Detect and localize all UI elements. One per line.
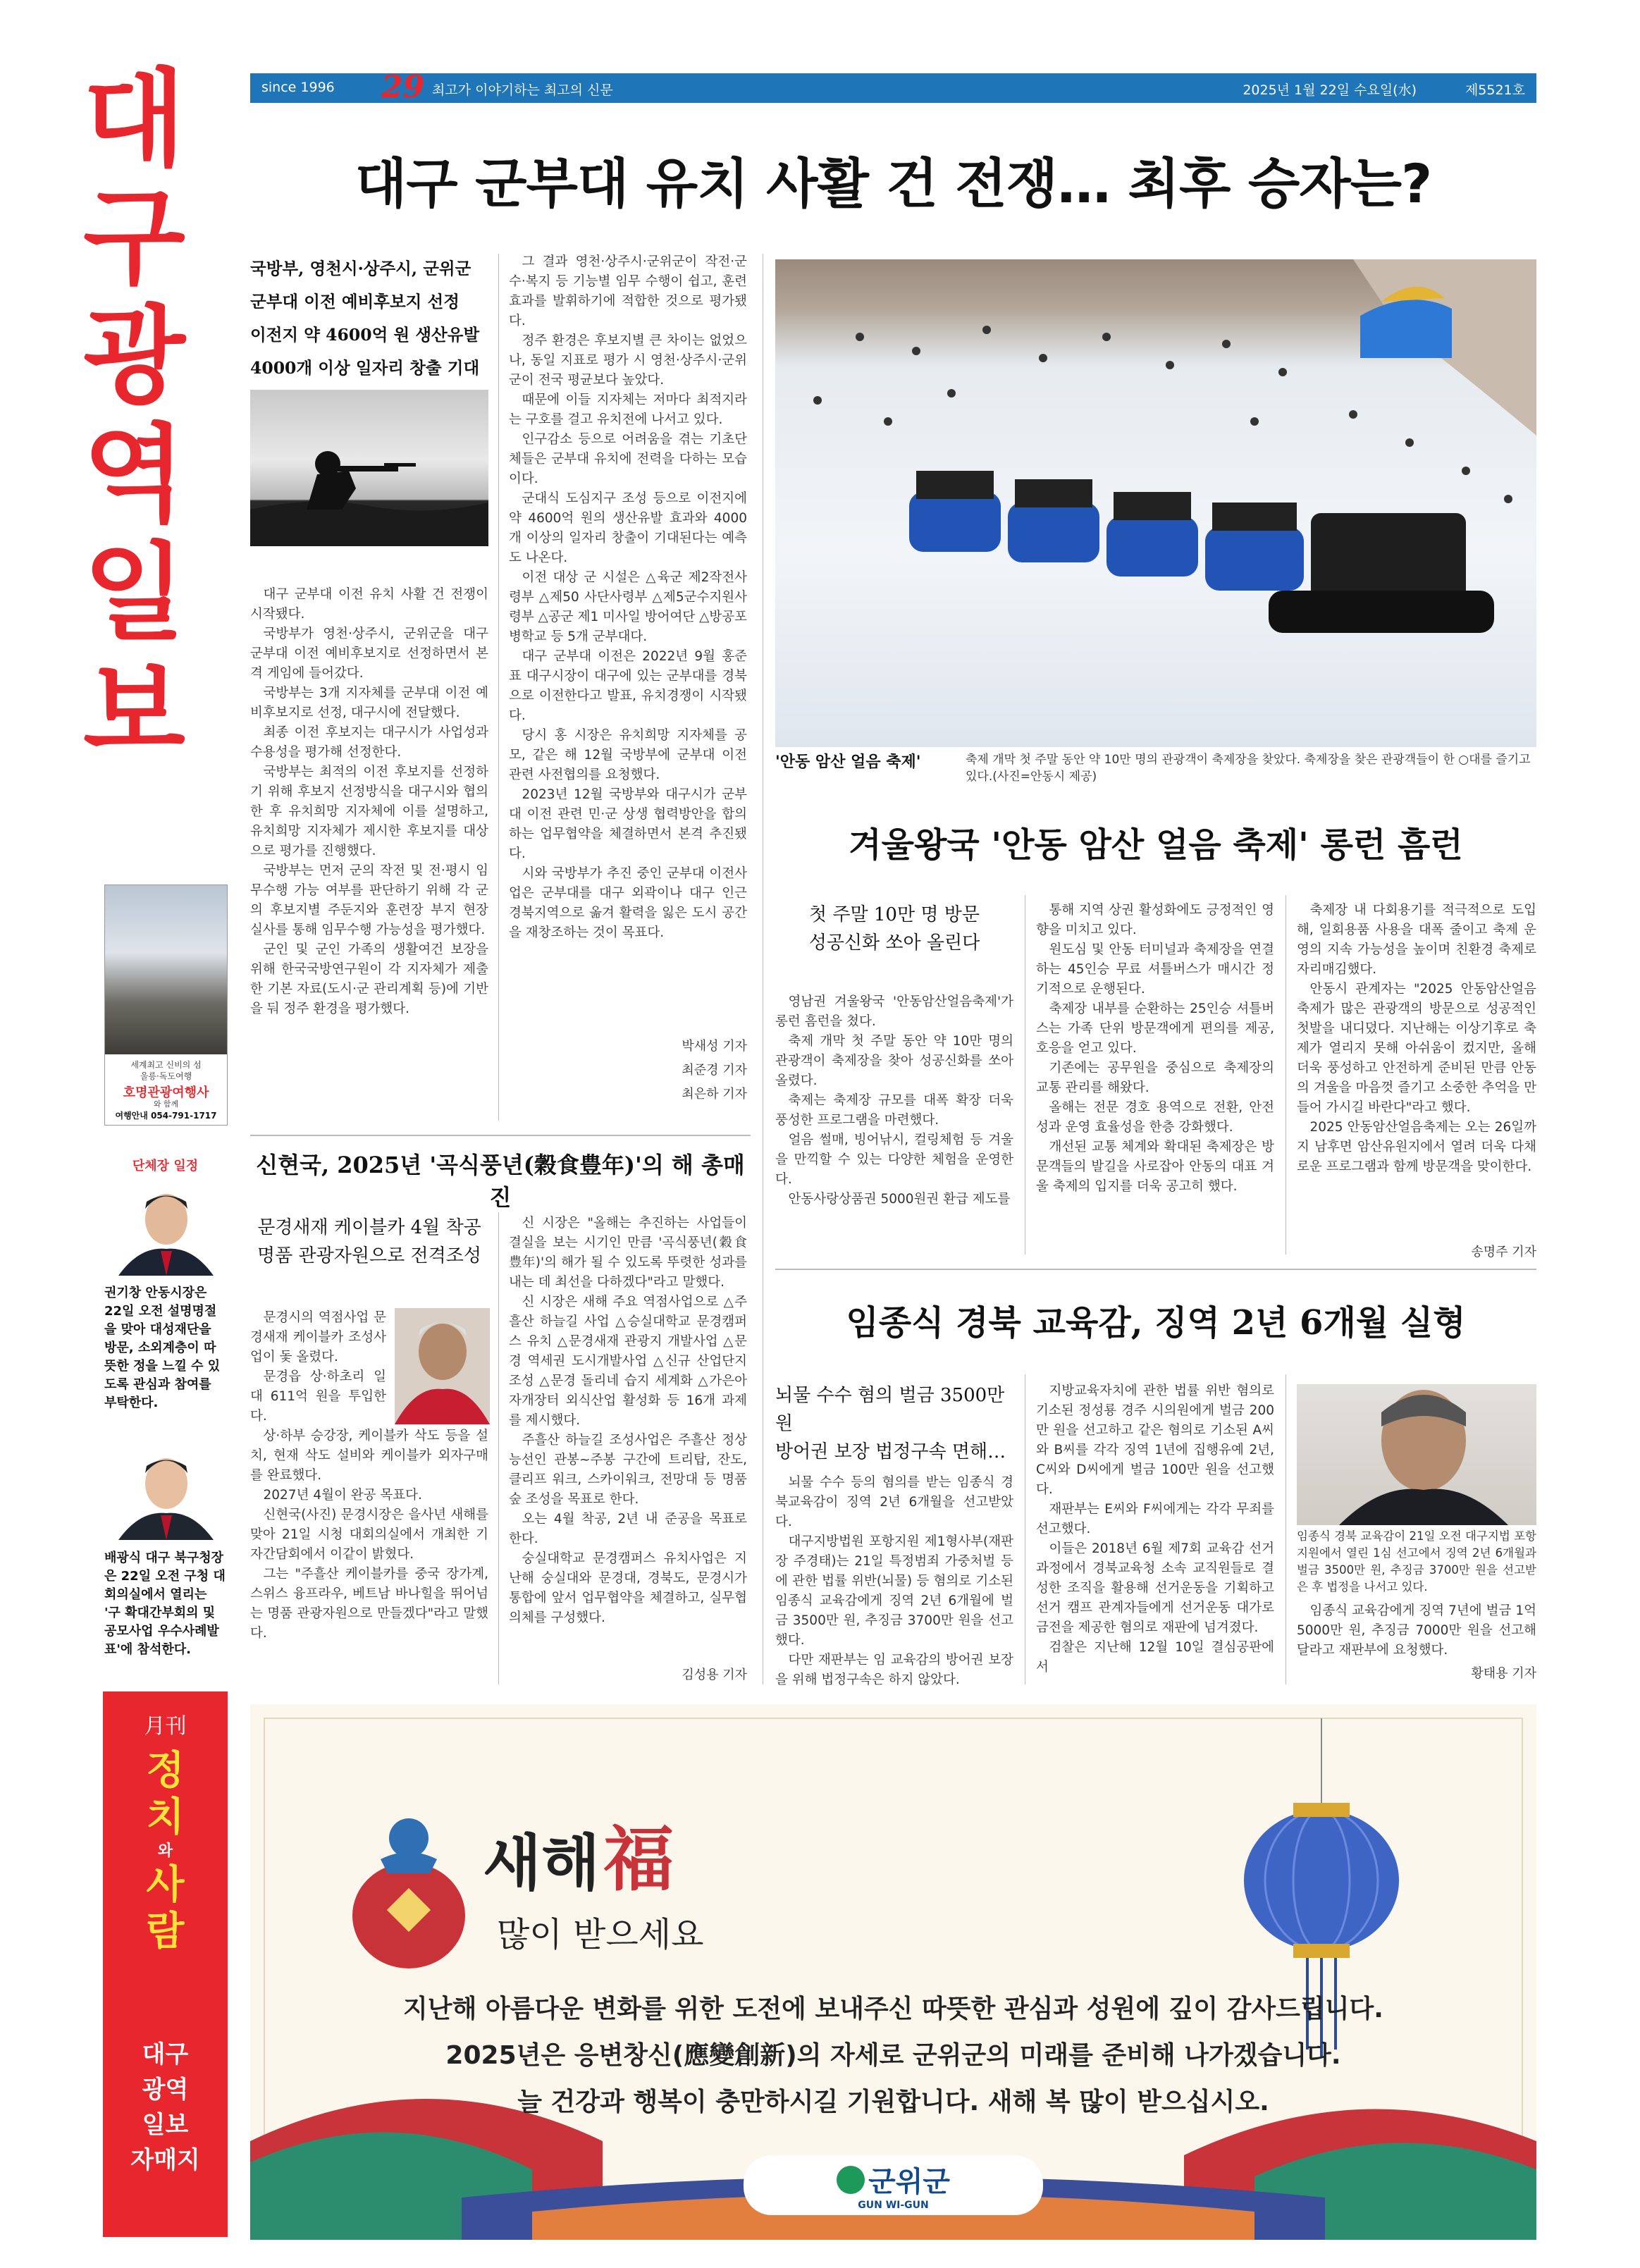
slogan: 최고가 이야기하는 최고의 신문 — [432, 82, 613, 98]
article2-headline: 겨울왕국 '안동 암산 얼음 축제' 롱런 흠런 — [849, 825, 1463, 865]
paragraph: 대구 군부대 이전은 2022년 9월 홍준표 대구시장이 대구에 있는 군부대를 경북으로 이전한다고 발표, 유치경쟁이 시작됐다. — [509, 649, 747, 723]
masthead-char: 구 — [83, 177, 185, 300]
masthead — [83, 58, 185, 773]
paragraph: 오는 4월 착공, 2년 내 준공을 목표로 한다. — [509, 1512, 747, 1546]
paragraph: 국방부가 영천·상주시, 군위군을 대구 군부대 이전 예비후보지로 선정하면서 본격 게임에 들어갔다. — [250, 627, 488, 681]
subtitle-line: 첫 주말 10만 명 방문 — [809, 904, 980, 925]
paragraph: 안동사랑상품권 5000원권 환급 제도를 — [788, 1192, 1011, 1207]
logo-text-en: GUN WI-GUN — [858, 2200, 929, 2211]
title-char: 정 — [146, 1748, 185, 1794]
masthead-char: 일 — [83, 532, 185, 655]
subtitle-line: 4000개 이상 일자리 창출 기대 — [250, 358, 480, 378]
paragraph: 군인 및 군인 가족의 생활여건 보장을 위해 한국국방연구원이 각 지자체가 제출한 기본 자료(도시·군 관리계획 등)에 기반을 둬 정주 환경을 평가했다. — [250, 942, 488, 1016]
paragraph: 올해는 전문 경호 용역으로 전환, 안전성과 운영 효율성을 한층 강화했다. — [1036, 1100, 1274, 1135]
article4-column2 — [1036, 1381, 1274, 1677]
article1-column1 — [250, 585, 488, 1019]
paragraph: 그 결과 영천·상주시·군위군이 작전·군수·복지 등 기능별 임무 수행이 쉽고, 훈련 효과를 발휘하기에 적합한 것으로 평가됐다. — [509, 254, 747, 328]
paragraph: 검찰은 지난해 12월 10일 결심공판에서 — [1036, 1640, 1274, 1675]
subtitle-line: 성공신화 쏘아 올린다 — [808, 932, 980, 954]
paragraph: 군대식 도심지구 조성 등으로 이전지에 약 4600억 원의 생산유발 효과와 4000개 이상의 일자리 창출이 기대된다는 예측도 나온다. — [509, 491, 747, 565]
byline: 박새성 기자 — [682, 1039, 747, 1054]
article3-headline: 신현국, 2025년 '곡식풍년(穀食豊年)'의 해 총매진 — [256, 1152, 745, 1211]
paragraph: 신현국(사진) 문경시장은 을사년 새해를 맞아 21일 시청 대회의실에서 개최한 기자간담회에서 이같이 밝혔다. — [250, 1508, 488, 1562]
person1-photo — [118, 1184, 214, 1276]
paragraph: 때문에 이들 지자체는 저마다 최적지라는 구호를 걸고 유치전에 나서고 있다. — [509, 393, 747, 427]
logo-mark-icon — [837, 2166, 865, 2194]
paragraph: 신 시장은 새해 주요 역점사업으로 △주흘산 하늘길 사업 △승실대학교 문경캠퍼스 유치 △문경새재 관광지 개발사업 △문경 역세권 도시개발사업 △신규 산업단지 조성 △문경 돌리네 습지 세계화 △가은아자개장터 외식산업 활성화 등 16개 과제를 제시했다. — [509, 1295, 747, 1428]
sister-paper-box — [103, 1691, 228, 2237]
soldier-photo — [250, 390, 488, 546]
subtitle-line: 문경새재 케이블카 4월 착공 — [257, 1217, 481, 1238]
gunwi-logo — [744, 2155, 1043, 2215]
paragraph: 축제장 내 다회용기를 적극적으로 도입해, 일회용품 사용을 대폭 줄이고 축제 운영의 지속 가능성을 높이며 친환경 축제로 자리매김했다. — [1297, 903, 1536, 977]
top-bar — [250, 69, 1536, 105]
paragraph: 인구감소 등으로 어려움을 겪는 기초단체들은 군부대 유치에 전력을 다하는 모습이다. — [509, 432, 747, 486]
caption-label: '안동 암산 얼음 축제' — [775, 753, 921, 771]
article1-subtitle — [250, 252, 490, 385]
paper-title — [103, 1748, 228, 1955]
paragraph: 얼음 썰매, 빙어낚시, 컬링체험 등 겨울을 만끽할 수 있는 다양한 체험을 운영한다. — [775, 1133, 1013, 1187]
paragraph: 기존에는 공무원을 중심으로 축제장의 교통 관리를 해왔다. — [1036, 1061, 1274, 1095]
paragraph: 문경시의 역점사업 문경새재 케이블카 조성사업이 돛 올렸다. — [250, 1310, 386, 1364]
sidebar-travel-ad — [104, 885, 228, 1126]
travel-ad-name: 호명관광여행사 — [123, 1085, 209, 1100]
paragraph: 국방부는 최적의 이전 후보지를 선정하기 위해 후보지 선정방식을 대구시와 협의한 후 유치희망 지자체에 이를 설명하고, 유치희망 지자체가 제시한 후보지를 대상으로 평가를 진행했다. — [250, 765, 488, 858]
schedule-title: 단체장 일정 — [132, 1159, 199, 1173]
travel-ad-line2: 울릉·독도여행 — [140, 1071, 192, 1081]
paragraph: 신 시장은 "올해는 추진하는 사업들이 결실을 보는 시기인 만큼 '곡식풍년(穀食豊年)'의 해가 될 수 있도록 뚜렷한 성과를 내는 데 최선을 다하겠다"라고 말했다. — [509, 1216, 747, 1290]
ad-line: 2025년은 응변창신(應變創新)의 자세로 군위군의 미래를 준비해 나가겠습니다. — [445, 2041, 1341, 2070]
article2-byline: 송명주 기자 — [1471, 1245, 1536, 1259]
masthead-char: 광 — [83, 295, 185, 418]
sister-line: 자매지 — [130, 2146, 200, 2174]
person-silhouette — [1297, 1384, 1536, 1525]
masthead-char: 역 — [83, 414, 185, 536]
article3-byline: 김성용 기자 — [682, 1668, 747, 1682]
greeting-sub: 많이 받으세요 — [497, 1915, 704, 1954]
paragraph: 그는 "주흘산 케이블카를 중국 장가계, 스위스 융프라우, 베트남 바나힐을 뛰어넘는 명품 관광자원으로 만들겠다"라고 말했다. — [250, 1567, 488, 1641]
subtitle-line: 뇌물 수수 혐의 벌금 3500만 원 — [775, 1385, 1005, 1434]
masthead-char: 대 — [83, 58, 185, 181]
issue-number: 제5521호 — [1465, 82, 1525, 98]
paragraph: 대구 군부대 이전 유치 사활 건 전쟁이 시작됐다. — [250, 587, 488, 622]
ad-line: 늘 건강과 행복이 충만하시길 기원합니다. 새해 복 많이 받으십시오. — [517, 2088, 1269, 2116]
article1-column2 — [509, 252, 747, 943]
paragraph: 임종식 교육감에게 징역 7년에 벌금 1억 5000만 원, 추징금 7000만 원을 선고해달라고 재판부에 요청했다. — [1297, 1603, 1536, 1658]
sister-line: 대구 — [142, 2040, 189, 2069]
paragraph: 축제는 축제장 규모를 대폭 확장 더욱 풍성한 프로그램을 마련했다. — [775, 1093, 1013, 1128]
ad-line: 지난해 아름다운 변화를 위한 도전에 보내주신 따뜻한 관심과 성원에 깊이 감사드립니다. — [403, 1995, 1383, 2023]
title-char: 와 — [157, 1842, 173, 1860]
article4-byline: 황태용 기자 — [1471, 1666, 1536, 1681]
paragraph: 주흘산 하늘길 조성사업은 주흘산 정상 능선인 관봉~주봉 구간에 트리탑, 잔도, 클리프 워크, 스카이워크, 전망대 등 명품 숲 조성을 목표로 한다. — [509, 1433, 747, 1507]
paragraph: 2023년 12월 국방부와 대구시가 군부대 이전 관련 민·군 상생 협력방안을 합의하는 업무협약을 체결하면서 본격 추진됐다. — [509, 787, 747, 861]
greeting — [483, 1803, 976, 1956]
new-year-ad — [250, 1704, 1536, 2240]
sister-line: 광역 — [142, 2076, 189, 2104]
article4-column3 — [1297, 1601, 1536, 1660]
sister-line: 일보 — [142, 2111, 189, 2139]
article3-subtitle — [250, 1214, 488, 1270]
travel-ad-image — [105, 885, 227, 1054]
travel-ad-phone: 여행안내 054-791-1717 — [115, 1111, 217, 1121]
person-silhouette — [118, 1184, 214, 1276]
title-char: 사 — [146, 1862, 185, 1908]
byline: 최준경 기자 — [682, 1063, 747, 1078]
paragraph: 국방부는 먼저 군의 작전 및 전·평시 임무수행 가능 여부를 판단하기 위해 각 군의 후보지별 주둔지와 훈련장 부지 현장 실사를 통해 임무수행 가능성을 평가했다. — [250, 863, 488, 937]
title-char: 람 — [146, 1909, 185, 1954]
paragraph: 시와 국방부가 추진 중인 군부대 이전사업은 군부대를 대구 외곽이나 대구 인근 경북지역으로 옮겨 활력을 잃은 도시 공간을 재창조하는 것이 목표다. — [509, 866, 747, 940]
paragraph: 문경읍 상·하초리 일대 611억 원을 투입한다. — [250, 1369, 386, 1424]
paragraph: 이전 대상 군 시설은 △육군 제2작전사령부 △제50 사단사령부 △제5군수지원사령부 △공군 제1 미사일 방어여단 △방공포병학교 등 5개 군부대다. — [509, 570, 747, 644]
article4-subtitle — [775, 1381, 1013, 1466]
since-label: since 1996 — [261, 80, 335, 95]
ad-message — [250, 1986, 1536, 2126]
paragraph: 최종 이전 후보지는 대구시가 사업성과 수용성을 평가해 선정한다. — [250, 725, 488, 760]
greeting-fu: 福 — [603, 1818, 674, 1901]
paragraph: 정주 환경은 후보지별 큰 차이는 없었으나, 동일 지표로 평가 시 영천·상주시·군위군이 전국 평균보다 높았다. — [509, 333, 747, 388]
paragraph: 뇌물 수수 등의 혐의를 받는 임종식 경북교육감이 징역 2년 6개월을 선고받았다. — [775, 1475, 1013, 1529]
article4-headline: 임종식 경북 교육감, 징역 2년 6개월 실형 — [846, 1303, 1466, 1343]
paragraph: 2027년 4월이 완공 목표다. — [263, 1488, 422, 1503]
person2-photo — [118, 1448, 214, 1540]
paragraph: 영남권 겨울왕국 '안동암산얼음축제'가 롱런 흠런을 쳤다. — [775, 994, 1013, 1029]
article2-subtitle — [775, 901, 1013, 957]
paragraph: 안동시 관계자는 "2025 안동암산얼음축제가 많은 관광객의 방문으로 성공적인 첫발을 내디뎠다. 지난해는 이상기후로 축제가 열리지 못해 아쉬움이 컸지만, 올해 더욱 풍성하고 안전하게 준비된 만큼 안동의 겨울을 마음껏 즐기고 소중한 추억을 만들어 가시길 바란다"라고 했다. — [1297, 982, 1536, 1115]
subtitle-line: 명품 관광자원으로 전격조성 — [257, 1245, 481, 1266]
sister-label — [103, 2037, 228, 2178]
column-divider — [498, 254, 499, 1121]
subtitle-line: 국방부, 영천시·상주시, 군위군 — [250, 259, 471, 278]
article1-bylines — [509, 1035, 747, 1107]
article4-caption: 임종식 경북 교육감이 21일 오전 대구지법 포항지원에서 열린 1심 선고에서 징역 2년 6개월과 벌금 3500만 원, 추징금 3700만 원을 선고받은 후 법정을 나서고 있다. — [1297, 1529, 1536, 1594]
travel-ad-sub: 와 함께 — [153, 1099, 179, 1109]
column-divider — [498, 1212, 499, 1684]
paragraph: 원도심 및 안동 터미널과 축제장을 연결하는 45인승 무료 셔틀버스가 매시간 정기적으로 운행된다. — [1036, 942, 1274, 997]
ice-festival-photo — [775, 259, 1536, 747]
article2-column3 — [1297, 901, 1536, 1177]
monthly-label: 月刊 — [144, 1714, 187, 1739]
paragraph: 이들은 2018년 6월 제7회 교육감 선거 과정에서 경북교육청 소속 교직원들로 결성한 조직을 활용해 선거운동을 기획하고 선거 캠프 관계자들에게 선거운동 대가로 금전을 제공한 혐의로 재판에 넘겨졌다. — [1036, 1541, 1274, 1635]
article3-column1 — [250, 1308, 488, 1644]
greeting-word: 새해 — [483, 1828, 600, 1899]
masthead-char: 보 — [83, 651, 185, 773]
paragraph: 국방부는 3개 지자체를 군부대 이전 예비후보지로 선정, 대구시에 전달했다. — [250, 686, 488, 720]
paragraph: 숭실대학교 문경캠퍼스 유치사업은 지난해 숭실대와 문경대, 경북도, 문경시가 통합에 앞서 업무협약을 체결하고, 실무협의체를 구성했다. — [509, 1551, 747, 1625]
subtitle-line: 군부대 이전 예비후보지 선정 — [250, 292, 460, 312]
title-char: 치 — [146, 1794, 185, 1840]
article2-column2 — [1036, 901, 1274, 1197]
article4-column1 — [775, 1473, 1013, 1690]
education-chief-photo — [1297, 1384, 1536, 1525]
paragraph: 2025 안동암산얼음축제는 오는 26일까지 남후면 암산유원지에서 열려 더욱 다채로운 프로그램과 함께 방문객을 맞이한다. — [1297, 1120, 1536, 1174]
ice-festival-scene — [775, 259, 1536, 747]
caption-text: 축제 개막 첫 주말 동안 약 10만 명의 관광객이 축제장을 찾았다. 축제장을 찾은 관광객들이 한 ○대를 즐기고 있다.(사진=안동시 제공) — [966, 753, 1531, 784]
soldier-silhouette — [250, 390, 488, 546]
issue-date: 2025년 1월 22일 수요일(水) — [1243, 82, 1417, 98]
paragraph: 통해 지역 상권 활성화에도 긍정적인 영향을 미치고 있다. — [1036, 903, 1274, 937]
paragraph: 당시 홍 시장은 유치희망 지자체를 공모, 같은 해 12월 국방부에 군부대 이전 관련 사전협의를 요청했다. — [509, 728, 747, 782]
divider — [775, 1269, 1536, 1270]
article2-column1 — [775, 992, 1013, 1209]
person-silhouette — [118, 1448, 214, 1540]
paragraph: 축제장 내부를 순환하는 25인승 셔틀버스는 가족 단위 방문객에게 편의를 제공, 호응을 얻고 있다. — [1036, 1002, 1274, 1056]
article3-column2 — [509, 1214, 747, 1628]
lucky-bag — [352, 1818, 465, 1968]
person1-schedule: 권기창 안동시장은 22일 오전 설명명절을 맞아 대성재단을 방문, 소외계층이 따뜻한 정을 느낄 수 있도록 관심과 참여를 부탁한다. — [104, 1286, 221, 1410]
paragraph: 지방교육자치에 관한 법률 위반 혐의로 기소된 정성룡 경주 시의원에게 벌금 200만 원을 선고하고 같은 혐의로 기소된 A씨와 B씨를 각각 징역 1년에 집행유예 2년, C씨와 D씨에게 벌금 100만 원을 선고했다. — [1036, 1383, 1274, 1497]
subtitle-line: 방어권 보장 법정구속 면해… — [775, 1441, 1006, 1462]
paragraph: 재판부는 E씨와 F씨에게는 각각 무죄를 선고했다. — [1036, 1502, 1274, 1536]
paragraph: 대구지방법원 포항지원 제1형사부(재판장 주경태)는 21일 특정범죄 가중처벌 등에 관한 법률 위반(뇌물) 등 혐의로 기소된 임종식 교육감에게 징역 2년 6개월에 벌금 3500만 원, 추징금 3700만 원을 선고했다. — [775, 1534, 1013, 1648]
paragraph: 상·하부 승강장, 케이블카 삭도 등을 설치, 현재 삭도 설비와 케이블카 외자구매를 완료했다. — [250, 1429, 488, 1483]
paragraph: 개선된 교통 체계와 확대된 축제장은 방문객들의 발길을 사로잡아 안동의 대표 겨울 축제의 입지를 더욱 공고히 했다. — [1036, 1140, 1274, 1194]
logo-text: 군위군 — [868, 2166, 950, 2198]
paragraph: 다만 재판부는 임 교육감의 방어권 보장을 위해 법정구속은 하지 않았다. — [775, 1653, 1013, 1687]
divider — [250, 1135, 751, 1136]
person2-schedule: 배광식 대구 북구청장은 22일 오전 구청 대회의실에서 열리는 '구 확대간부회의 및 공모사업 우수사례발표'에 참석한다. — [104, 1551, 226, 1657]
travel-ad-line1: 세계최고 신비의 섬 — [130, 1060, 202, 1070]
paragraph: 축제 개막 첫 주말 동안 약 10만 명의 관광객이 축제장을 찾아 성공신화를 쏘아 올렸다. — [775, 1034, 1013, 1088]
main-headline: 대구 군부대 유치 사활 건 전쟁… 최후 승자는? — [354, 152, 1432, 215]
anniversary-number: 29 — [381, 69, 425, 105]
subtitle-line: 이전지 약 4600억 원 생산유발 — [250, 325, 480, 345]
byline: 최은하 기자 — [682, 1087, 747, 1102]
